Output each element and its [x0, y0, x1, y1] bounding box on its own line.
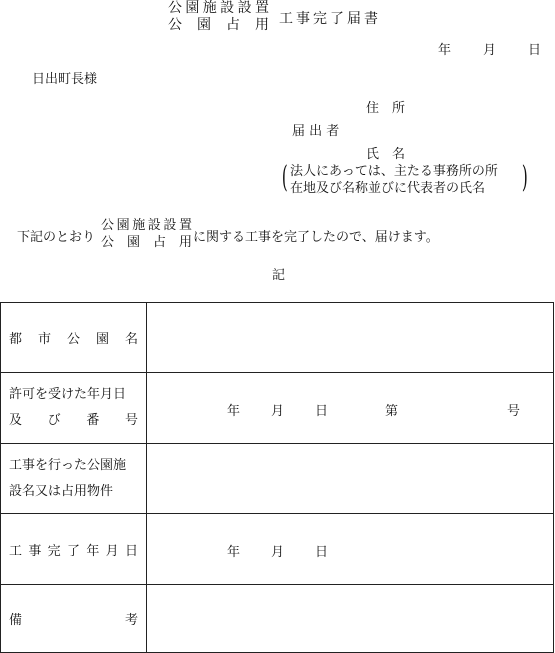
table-row-completion-date: [1, 514, 554, 585]
statement-char: 用: [178, 235, 192, 250]
label-char: 園: [95, 332, 109, 347]
permit-year-label: 年: [227, 404, 241, 419]
corporation-note-line1: 法人にあっては、主たる事務所の所: [290, 164, 498, 179]
label-char: 号: [124, 413, 138, 428]
left-paren: (: [281, 160, 288, 195]
corporation-note: [281, 160, 529, 197]
statement-char: 占: [152, 235, 166, 250]
permit-label-line2: [1, 408, 146, 434]
title-char: 公: [168, 0, 182, 16]
label-char: 完: [47, 543, 61, 559]
title-char: 置: [254, 0, 269, 16]
addressee: 日出町長様: [32, 72, 98, 87]
title-char: 園: [185, 0, 200, 16]
facility-label-line1: 工事を行った公園施: [9, 457, 127, 473]
label-char: 事: [28, 543, 42, 559]
permit-date-number-label-cell: [1, 373, 147, 444]
completion-day-label: 日: [315, 545, 329, 560]
table-row-park-name: [1, 303, 554, 373]
statement-char: 園: [116, 218, 130, 233]
park-name-value-cell[interactable]: [147, 303, 554, 373]
label-char: 工: [9, 543, 23, 559]
date-year-label: 年: [438, 43, 452, 58]
facility-value-cell[interactable]: [147, 444, 554, 514]
title-char: 園: [197, 17, 211, 33]
table-row-remarks: [1, 585, 554, 653]
date-day-label: 日: [528, 43, 542, 58]
label-char: 公: [66, 332, 80, 347]
label-char: 年: [86, 543, 100, 559]
notifier-label: 届 出 者: [292, 124, 340, 139]
statement-char: 公: [101, 218, 115, 233]
corporation-note-line2: 在地及び名称並びに代表者の氏名: [290, 181, 486, 196]
statement-char: 園: [126, 235, 140, 250]
permit-dai-label: 第: [385, 404, 399, 419]
name-label: 氏 名: [366, 147, 406, 162]
title-char: 占: [226, 17, 240, 33]
statement-char: 設: [147, 218, 161, 233]
permit-month-label: 月: [271, 404, 285, 419]
title-char: 用: [255, 17, 269, 33]
title-line-facility-installation: [168, 0, 269, 17]
completion-year-label: 年: [227, 545, 241, 560]
title-char: 施: [202, 0, 217, 16]
completion-date-value-cell[interactable]: [147, 514, 554, 585]
right-paren: ): [522, 160, 529, 195]
title-char: 設: [237, 0, 252, 16]
completion-date-label-cell: [1, 514, 147, 585]
title-line-park-occupancy: [168, 17, 269, 34]
label-char: 了: [66, 543, 80, 559]
permit-go-label: 号: [507, 404, 521, 419]
address-label: 住 所: [366, 101, 406, 116]
statement-suffix: に関する工事を完了したので、届けます。: [193, 230, 439, 245]
label-char: 名: [124, 332, 138, 347]
park-name-label-cell: [1, 303, 147, 373]
label-char: 及: [9, 413, 23, 428]
permit-day-label: 日: [315, 404, 329, 419]
statement-line-park-occupancy: [101, 234, 192, 251]
ki-heading: 記: [272, 268, 286, 283]
facility-label-cell: [1, 444, 147, 514]
label-char: 市: [37, 332, 51, 347]
date-month-label: 月: [483, 43, 497, 58]
title-char: 設: [220, 0, 235, 16]
statement-char: 施: [132, 218, 146, 233]
completion-details-table: [0, 302, 554, 653]
facility-label-line2: 設名又は占用物件: [9, 483, 114, 499]
label-char: 都: [9, 332, 23, 347]
label-char: 日: [124, 543, 138, 559]
table-row-permit-date-number: [1, 373, 554, 444]
label-char: 月: [105, 543, 119, 559]
statement-line-facility-installation: [101, 217, 192, 234]
label-char: 考: [124, 613, 138, 628]
completion-month-label: 月: [271, 545, 285, 560]
permit-label-line1: 許可を受けた年月日: [9, 387, 127, 402]
statement-char: 設: [163, 218, 177, 233]
remarks-value-cell[interactable]: [147, 585, 554, 653]
statement-prefix: 下記のとおり: [17, 230, 96, 245]
label-char: び: [47, 413, 61, 428]
label-char: 番: [86, 413, 100, 428]
statement-char: 置: [178, 218, 192, 233]
label-char: 備: [9, 613, 23, 628]
statement-subject-block: [101, 217, 192, 251]
table-row-facility-or-occupied-item: [1, 444, 554, 514]
remarks-label-cell: [1, 585, 147, 653]
statement-char: 公: [101, 235, 115, 250]
title-suffix: 工事完了届書: [279, 11, 381, 27]
title-char: 公: [168, 17, 182, 33]
title-subject-block: [168, 0, 269, 34]
permit-date-number-value-cell[interactable]: [147, 373, 554, 444]
